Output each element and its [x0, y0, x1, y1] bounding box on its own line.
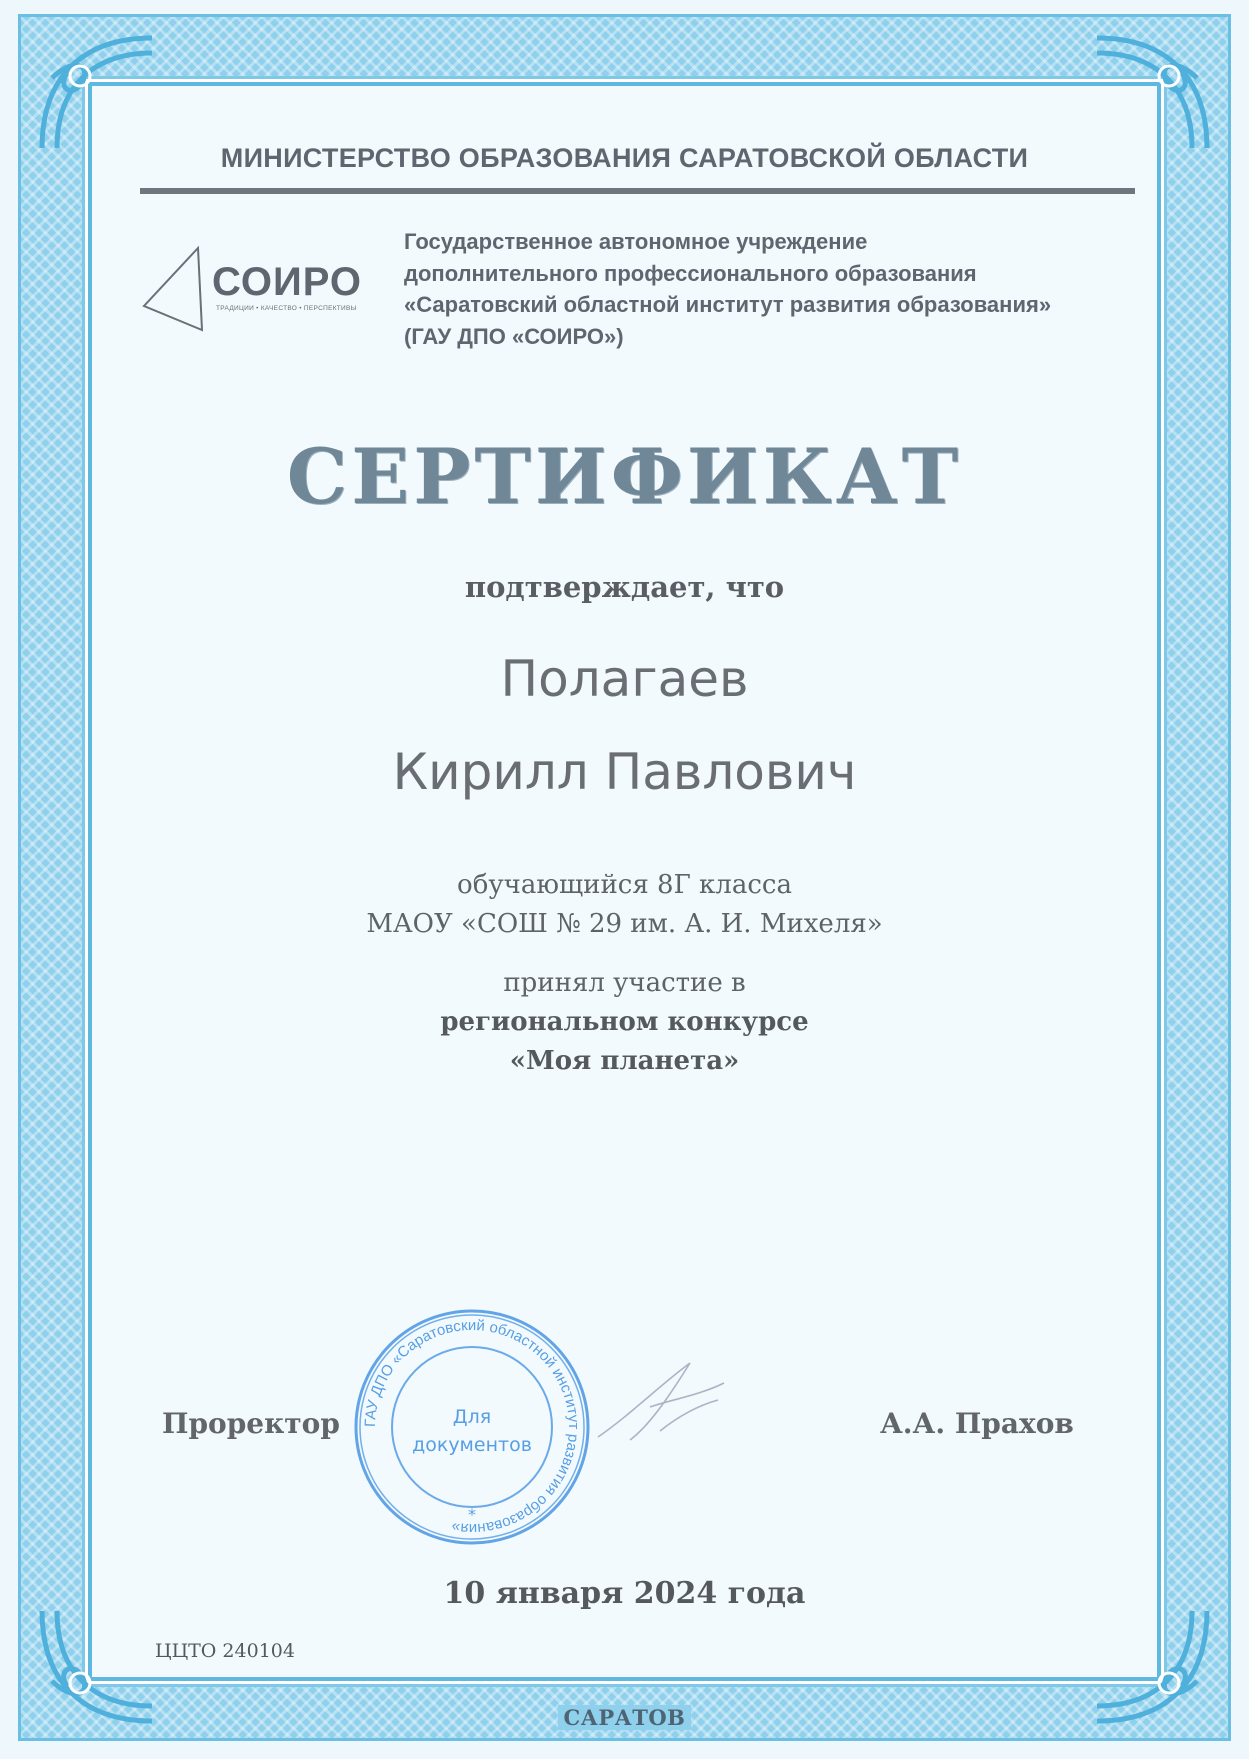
- svg-text:*: *: [468, 1505, 476, 1524]
- svg-text:Для: Для: [452, 1406, 492, 1428]
- recipient-given-names: Кирилл Павлович: [392, 743, 857, 801]
- document-code: ЦЦТО 240104: [155, 1640, 295, 1662]
- recipient-surname: Полагаев: [500, 650, 749, 708]
- stamp-seal-icon: [350, 1305, 595, 1550]
- logo-tagline: ТРАДИЦИИ • КАЧЕСТВО • ПЕРСПЕКТИВЫ: [216, 305, 357, 312]
- city-label: [0, 1705, 1249, 1730]
- official-stamp: [350, 1305, 595, 1550]
- organization-line: Государственное автономное учреждение: [404, 229, 868, 254]
- logo-name: СОИРО: [212, 260, 363, 304]
- issue-date: 10 января 2024 года: [443, 1576, 806, 1611]
- contest-name: «Моя планета»: [509, 1046, 740, 1076]
- confirms-text: подтверждает, что: [464, 570, 785, 604]
- signatory-role: Проректор: [162, 1407, 340, 1440]
- contest-type: региональном конкурсе: [440, 1007, 809, 1037]
- stamp-ring-text: ГАУ ДПО «Саратовский областной институт развития образования»: [361, 1316, 583, 1538]
- organization-name: [404, 226, 1139, 352]
- svg-text:документов: документов: [412, 1434, 532, 1456]
- organization-line: «Саратовский областной институт развития образования»: [404, 292, 1052, 317]
- signatory-name: А.А. Прахов: [880, 1407, 1074, 1440]
- certificate-title: СЕРТИФИКАТ: [286, 432, 963, 521]
- organization-line: (ГАУ ДПО «СОИРО»): [404, 323, 624, 349]
- handwritten-signature: [590, 1345, 730, 1455]
- header-divider: [140, 188, 1135, 194]
- school-line: МАОУ «СОШ № 29 им. А. И. Михеля»: [366, 909, 883, 939]
- organization-line: дополнительного профессионального образования: [404, 260, 977, 286]
- soiro-logo: [140, 240, 372, 336]
- participation-line: принял участие в: [503, 968, 746, 998]
- student-line: обучающийся 8Г класса: [457, 870, 792, 900]
- city-name: САРАТОВ: [558, 1705, 692, 1730]
- ministry-heading: МИНИСТЕРСТВО ОБРАЗОВАНИЯ САРАТОВСКОЙ ОБЛАСТИ: [220, 143, 1029, 173]
